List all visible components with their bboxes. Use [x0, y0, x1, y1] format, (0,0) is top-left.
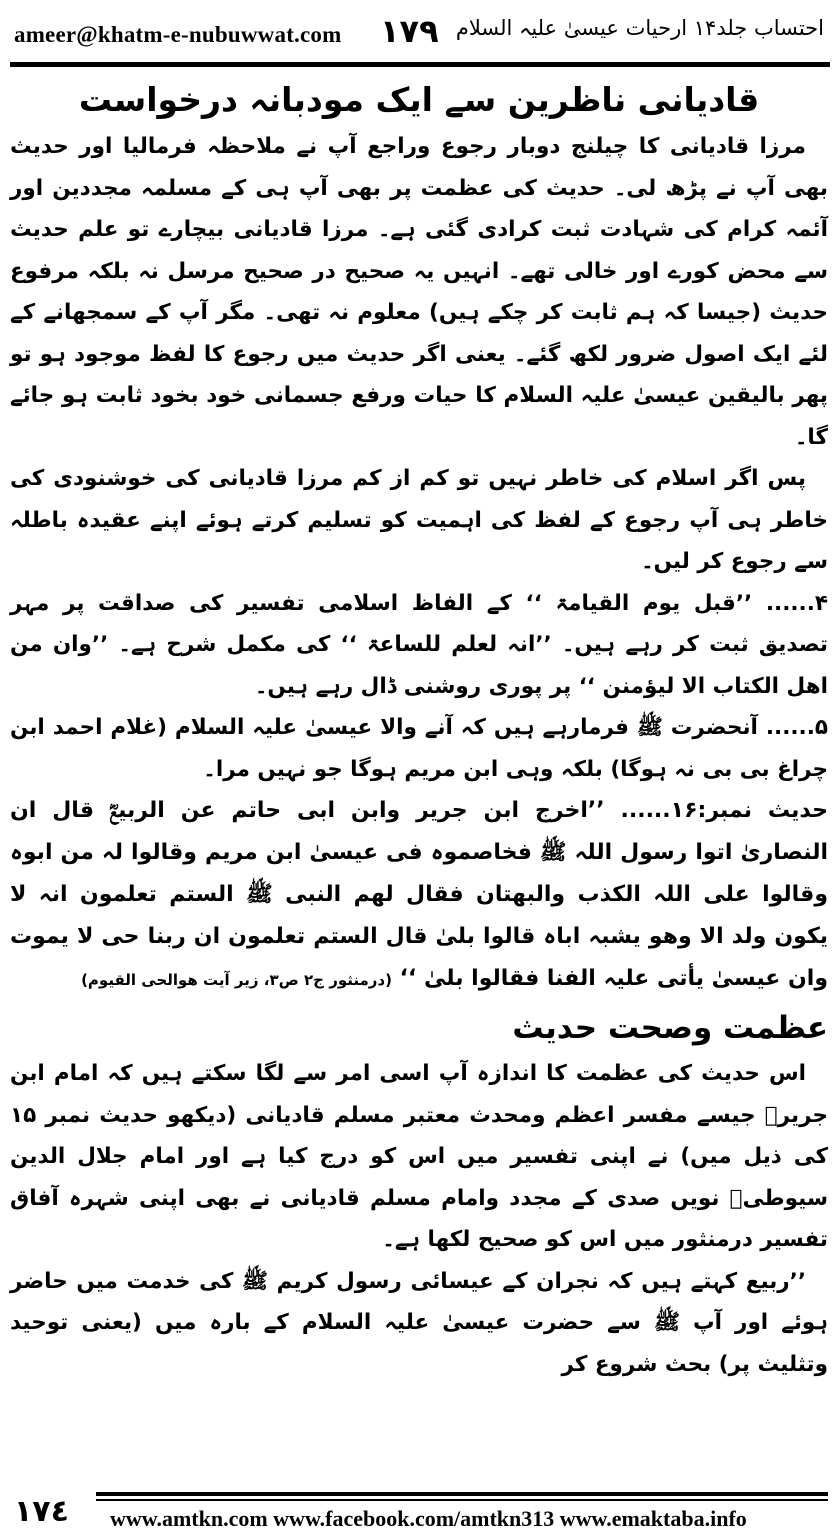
page-body	[10, 74, 828, 1385]
header-email: ameer@khatm-e-nubuwwat.com	[14, 22, 342, 47]
footer-rule-thin	[96, 1499, 828, 1501]
paragraph-7: ’’ربیع کہتے ہیں کہ نجران کے عیسائی رسول کریم ﷺ کی خدمت میں حاضر ہوئے اور آپ ﷺ سے حضرت عیسیٰ علیہ السلام کے بارہ میں (یعنی توحید وتثلیث پر) بحث شروع کر	[10, 1268, 828, 1377]
hadith-16-reference: (درمنثور ج۲ ص۳، زیر آیت ھوالحی القیوم)	[81, 971, 392, 989]
paragraph-item-5: ۵...... آنحضرت ﷺ فرمارہے ہیں کہ آنے والا عیسیٰ علیہ السلام (غلام احمد ابن چراغ بی بی نہ ہوگا) بلکہ وہی ابن مریم ہوگا جو نہیں مرا۔	[10, 715, 828, 782]
section-heading: عظمت وصحت حدیث	[512, 1010, 828, 1046]
header-page-number: ١٧٩	[380, 12, 439, 50]
header-rule	[10, 62, 830, 67]
hadith-16	[10, 790, 828, 1001]
paragraph-2: پس اگر اسلام کی خاطر نہیں تو کم از کم مرزا قادیانی کی خوشنودی کی خاطر ہی آپ رجوع کے لفظ کی اہمیت کو تسلیم کرتے ہوئے اپنے عقیدہ باطلہ سے رجوع کر لیں۔	[10, 466, 828, 574]
page-title: قادیانی ناظرین سے ایک مودبانہ درخواست	[78, 80, 760, 119]
paragraph-item-4: ۴...... ’’قبل یوم القیامۃ ‘‘ کے الفاظ اسلامی تفسیر کی صداقت پر مہر تصدیق ثبت کر رہے ہیں۔ ’’انہ لعلم للساعۃ ‘‘ کی مکمل شرح ہے۔ ’’وان من اھل الکتاب الا لیؤمنن ‘‘ پر پوری روشنی ڈال رہے ہیں۔	[10, 590, 828, 699]
header-series-title: احتساب جلد۱۴ ارحیات عیسیٰ علیہ السلام	[455, 16, 824, 40]
page-footer	[0, 1488, 840, 1540]
footer-links: www.amtkn.com www.facebook.com/amtkn313 www.emaktaba.info	[110, 1506, 747, 1531]
paragraph-6: اس حدیث کی عظمت کا اندازہ آپ اسی امر سے لگا سکتے ہیں کہ امام ابن جریرؒ جیسے مفسر اعظم ومحدث معتبر مسلم قادیانی (دیکھو حدیث نمبر ۱۵ کی ذیل میں) نے اپنی تفسیر میں اس کو درج کیا ہے اور امام جلال الدین سیوطیؒ نویں صدی کے مجدد وامام مسلم قادیانی نے بھی اپنی شہرہ آفاق تفسیر درمنثور میں اس کو صحیح لکھا ہے۔	[10, 1061, 828, 1252]
footer-page-number: ١٧٤	[14, 1494, 69, 1529]
paragraph-1: مرزا قادیانی کا چیلنج دوبار رجوع وراجع آپ نے ملاحظہ فرمالیا اور حدیث بھی آپ نے پڑھ لی۔ حدیث کی عظمت پر بھی آپ ہی کے مسلمہ مجددین اور آئمہ کرام کی شہادت ثبت کرادی گئی ہے۔ مرزا قادیانی بیچارے تو علم حدیث سے محض کورے اور خالی تھے۔ انہیں یہ صحیح در صحیح مرسل نہ بلکہ مرفوع حدیث (جیسا کہ ہم ثابت کر چکے ہیں) معلوم نہ تھی۔ مگر آپ کے سمجھانے کے لئے ایک اصول ضرور لکھ گئے۔ یعنی اگر حدیث میں رجوع کا لفظ موجود ہو تو پھر بالیقین عیسیٰ علیہ السلام کا حیات ورفع جسمانی خود بخود ثابت ہو جائے گا۔	[10, 134, 828, 450]
footer-rule-thick	[96, 1492, 828, 1496]
page-header	[0, 0, 840, 62]
hadith-16-text: حدیث نمبر:۱۶...... ’’اخرج ابن جریر وابن ابی حاتم عن الربیعؓ قال ان النصاریٰ اتوا رسول اللہ ﷺ فخاصموہ فی عیسیٰ ابن مریم وقالوا لہ من ابوہ وقالوا علی اللہ الکذب والبھتان فقال لھم النبی ﷺ الستم تعلمون انہ لا یکون ولد الا وھو یشبہ اباہ قالوا بلیٰ قال الستم تعلمون ان ربنا حی لا یموت وان عیسیٰ یأتی علیہ الفنا فقالوا بلیٰ ‘‘	[10, 798, 829, 991]
